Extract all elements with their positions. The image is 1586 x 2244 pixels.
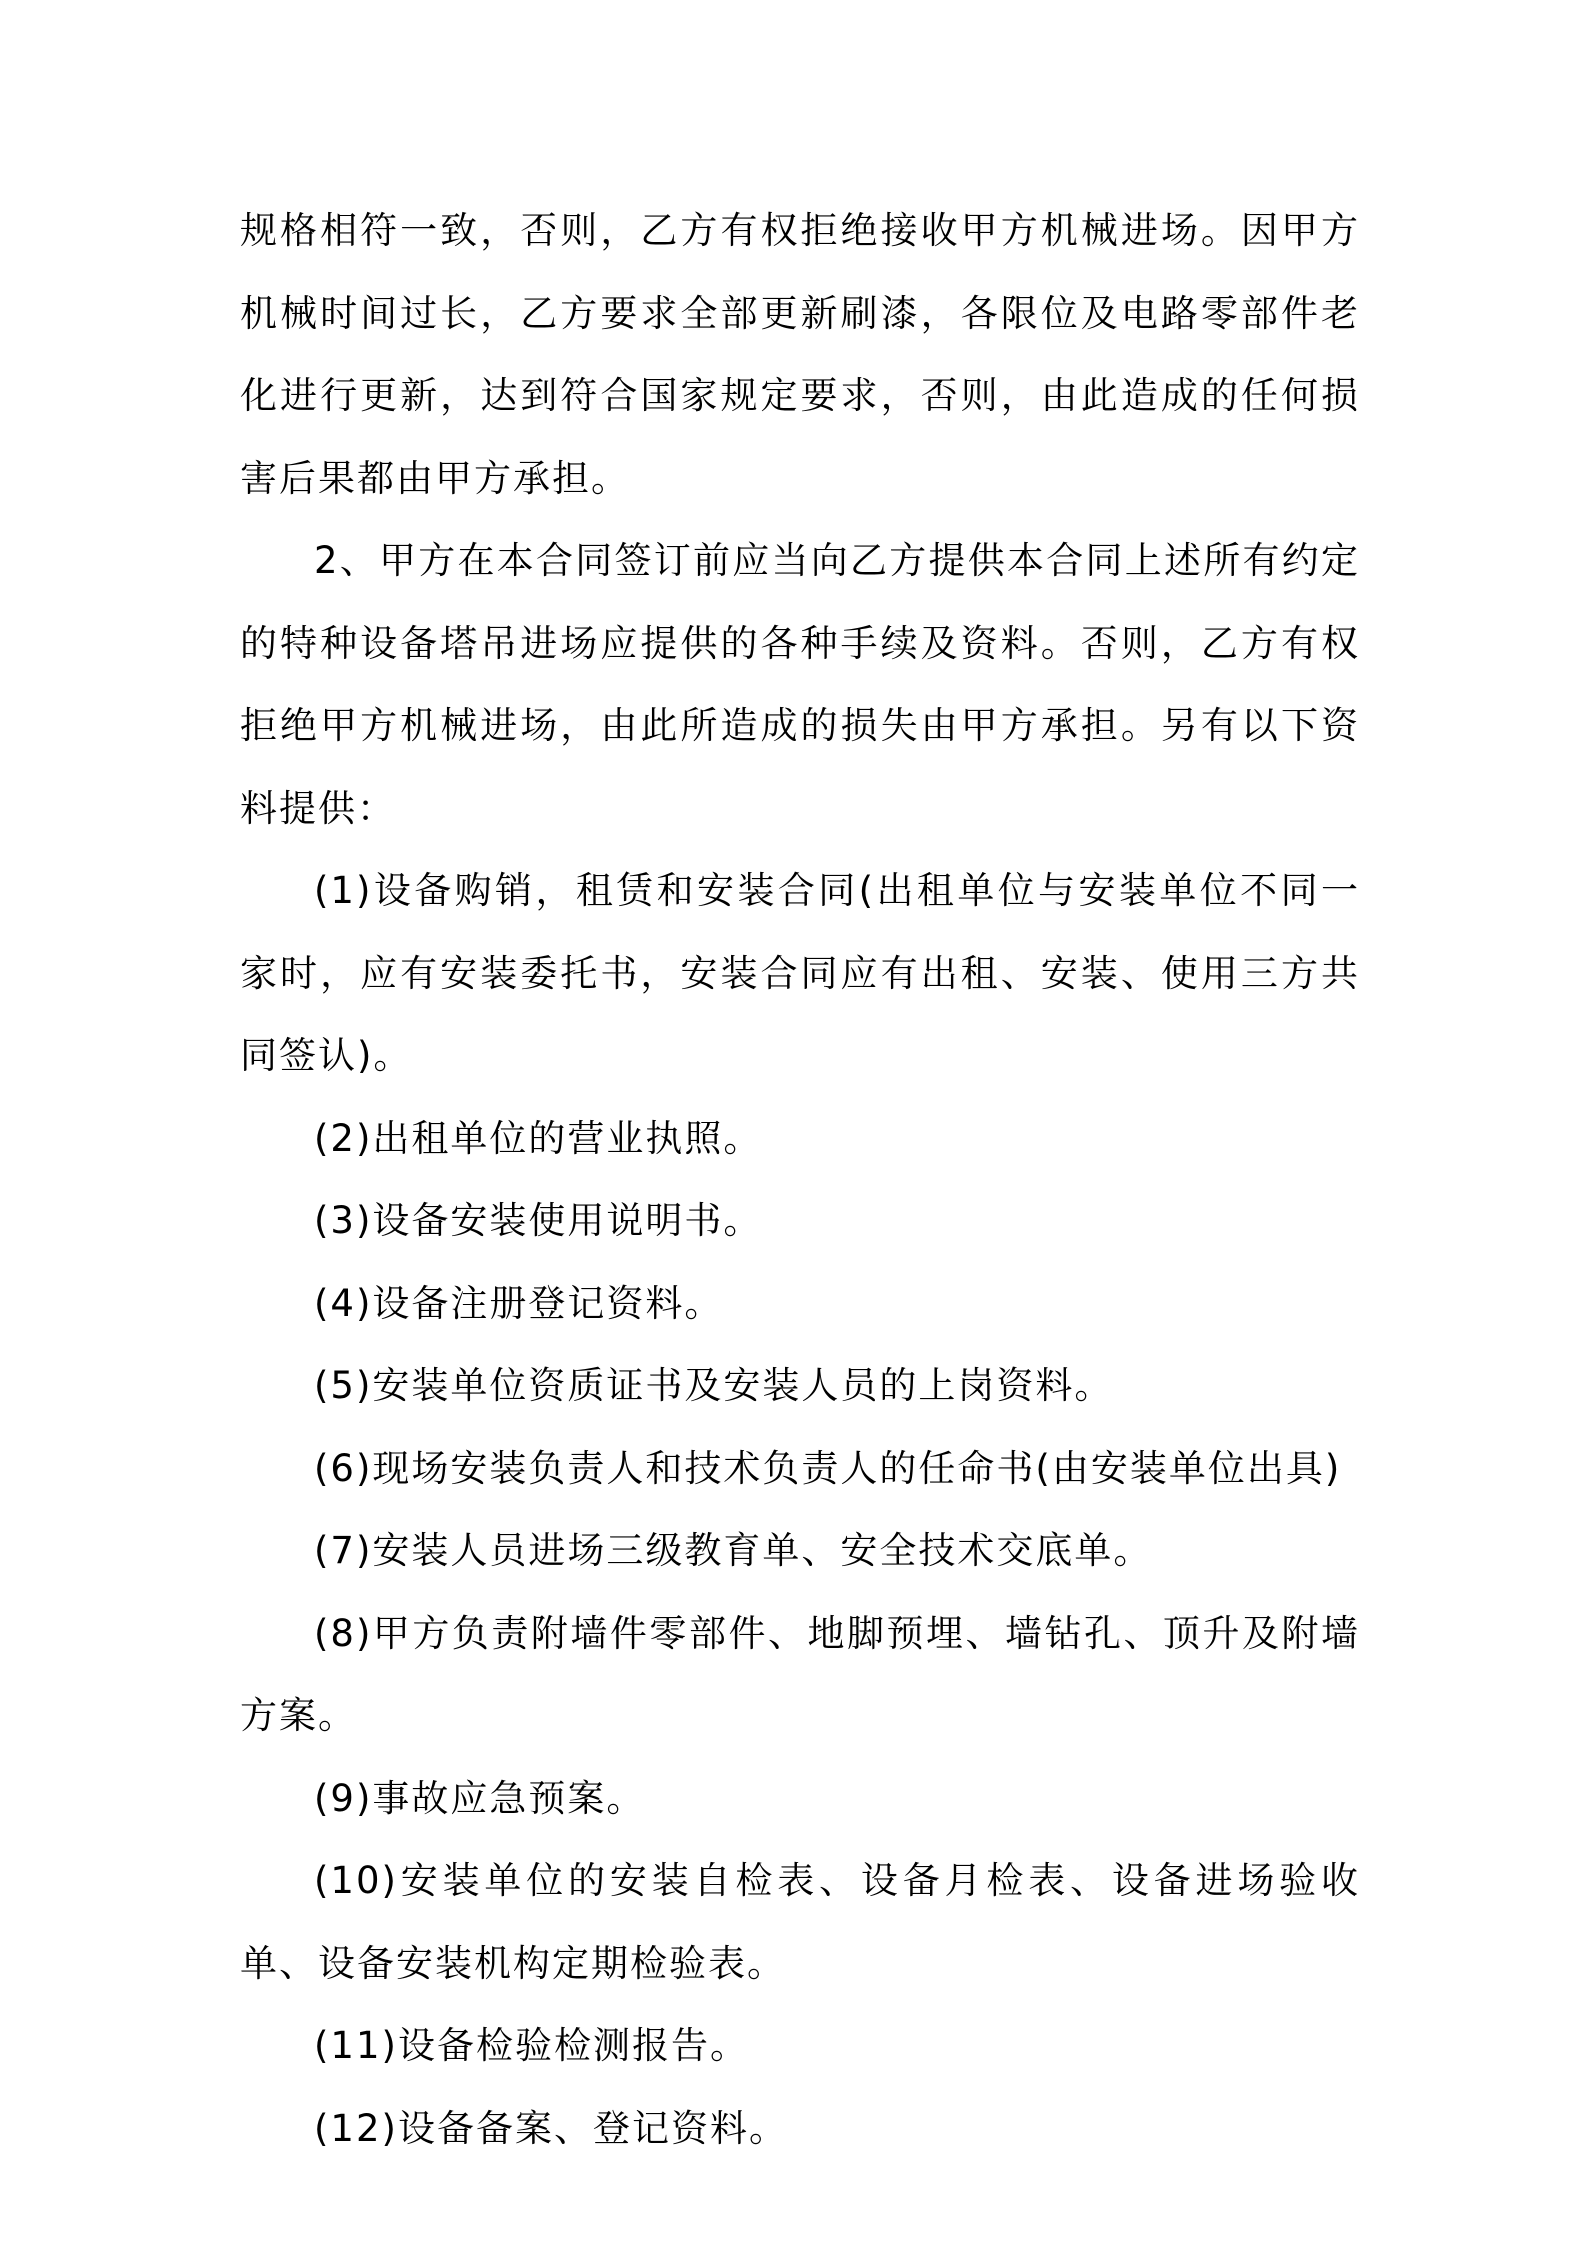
paragraph-clause-2: 2、甲方在本合同签订前应当向乙方提供本合同上述所有约定的特种设备塔吊进场应提供的各种手续及资料。否则，乙方有权拒绝甲方机械进场，由此所造成的损失由甲方承担。另有以下资料提供： [240,539,1360,830]
list-item-5: (5)安装单位资质证书及安装人员的上岗资料。 [314,1364,1114,1407]
list-item-11: (11)设备检验检测报告。 [314,2024,749,2067]
paragraph-continuation: 规格相符一致，否则，乙方有权拒绝接收甲方机械进场。因甲方机械时间过长，乙方要求全部更新刷漆，各限位及电路零部件老化进行更新，达到符合国家规定要求，否则，由此造成的任何损害后果都由甲方承担。 [240,209,1360,500]
list-item-3: (3)设备安装使用说明书。 [314,1199,763,1242]
list-item-1: (1)设备购销，租赁和安装合同(出租单位与安装单位不同一家时，应有安装委托书，安装合同应有出租、安装、使用三方共同签认)。 [240,869,1360,1077]
list-item-7: (7)安装人员进场三级教育单、安全技术交底单。 [314,1529,1153,1572]
list-item-9: (9)事故应急预案。 [314,1776,646,1820]
list-item-2: (2)出租单位的营业执照。 [314,1116,763,1160]
list-item-6: (6)现场安装负责人和技术负责人的任命书(由安装单位出具) [314,1446,1342,1490]
list-item-8: (8)甲方负责附墙件零部件、地脚预埋、墙钻孔、顶升及附墙方案。 [240,1611,1360,1737]
document-body [240,190,1360,2170]
list-item-12: (12)设备备案、登记资料。 [314,2106,788,2150]
list-item-4: (4)设备注册登记资料。 [314,1281,724,1325]
list-item-10: (10)安装单位的安装自检表、设备月检表、设备进场验收单、设备安装机构定期检验表。 [240,1859,1360,1985]
